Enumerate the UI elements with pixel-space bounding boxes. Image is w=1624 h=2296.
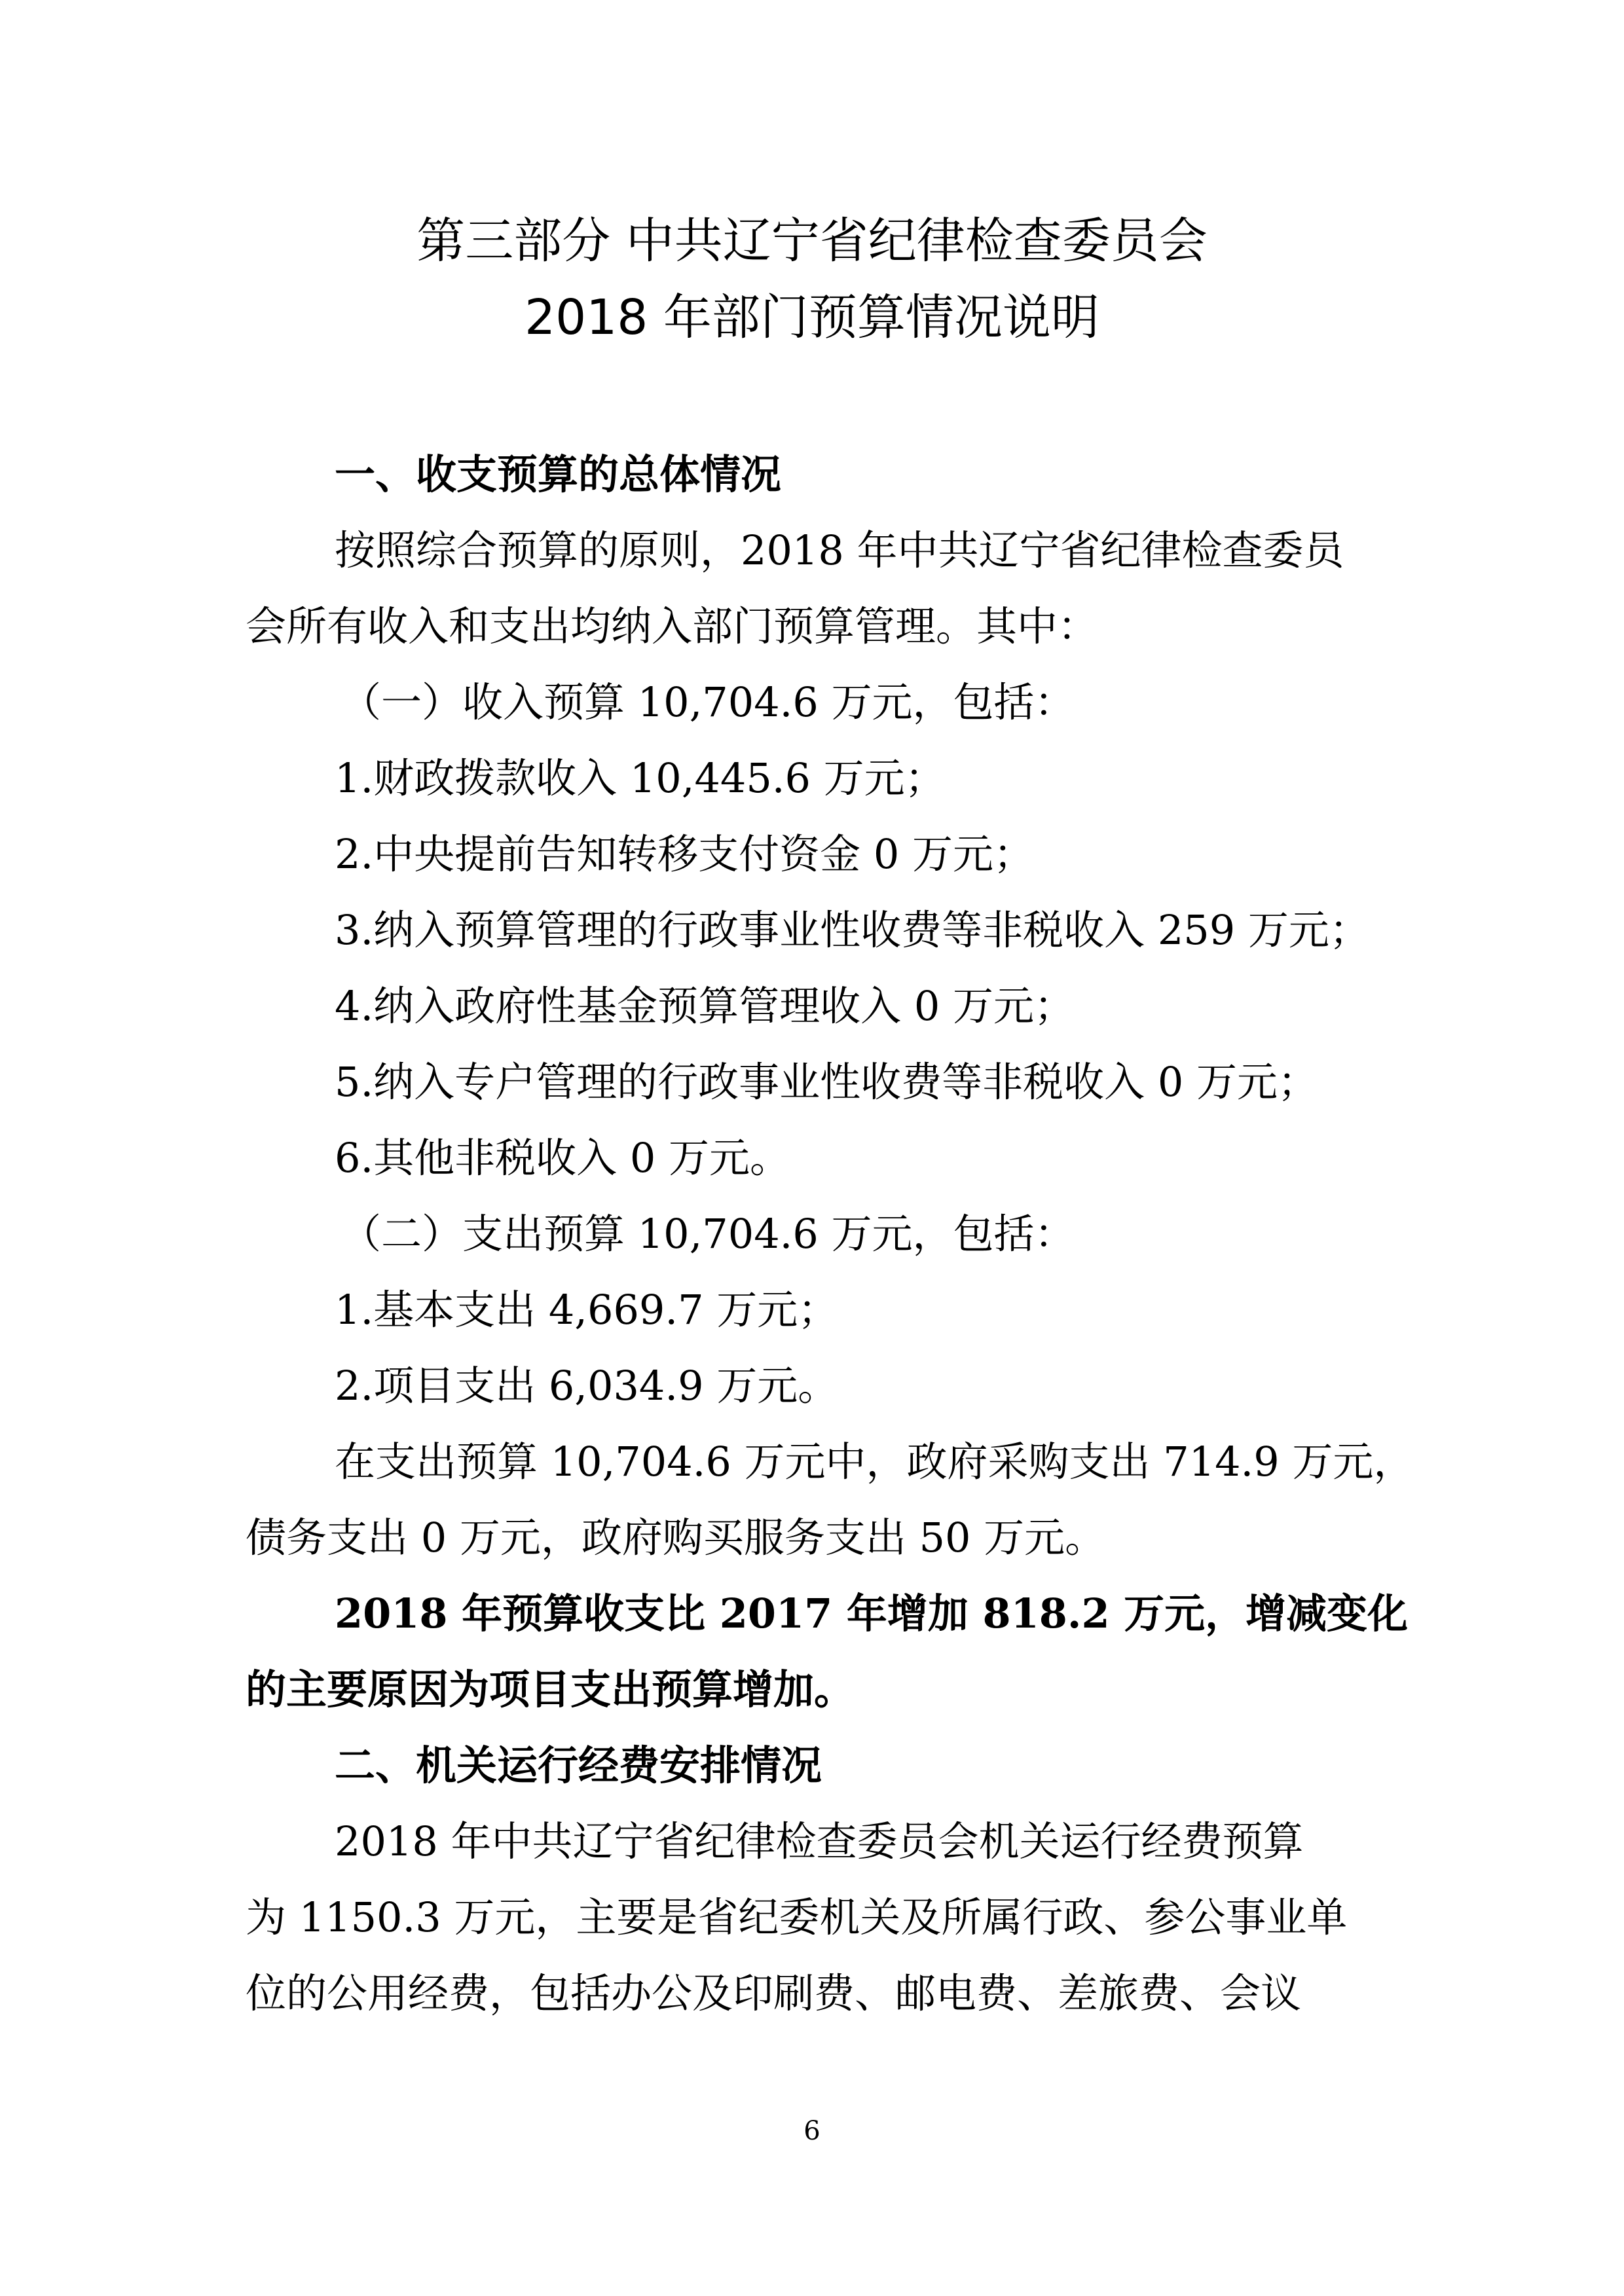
paragraph-line: 在支出预算 10,704.6 万元中，政府采购支出 714.9 万元，: [335, 1438, 1414, 1485]
document-title-line-1: 第三部分 中共辽宁省纪律检查委员会: [416, 213, 1208, 269]
paragraph-line-bold: 的主要原因为项目支出预算增加。: [246, 1666, 855, 1713]
paragraph-line: 位的公用经费，包括办公及印刷费、邮电费、差旅费、会议: [246, 1969, 1302, 2017]
section-2-heading: 二、机关运行经费安排情况: [335, 1741, 822, 1789]
income-item: 2.中央提前告知转移支付资金 0 万元；: [335, 830, 1035, 878]
paragraph-line-bold: 2018 年预算收支比 2017 年增加 818.2 万元，增减变化: [335, 1590, 1409, 1637]
income-item: 3.纳入预算管理的行政事业性收费等非税收入 259 万元；: [335, 906, 1370, 954]
expense-heading: （二）支出预算 10,704.6 万元，包括：: [341, 1210, 1075, 1258]
income-item: 4.纳入政府性基金预算管理收入 0 万元；: [335, 982, 1075, 1030]
paragraph-line: 债务支出 0 万元，政府购买服务支出 50 万元。: [246, 1514, 1106, 1561]
page-number: 6: [803, 2116, 821, 2146]
paragraph-line: 2018 年中共辽宁省纪律检查委员会机关运行经费预算: [335, 1817, 1304, 1865]
income-item: 5.纳入专户管理的行政事业性收费等非税收入 0 万元；: [335, 1058, 1319, 1106]
expense-item: 1.基本支出 4,669.7 万元；: [335, 1286, 839, 1334]
document-title-line-2: 2018 年部门预算情况说明: [525, 289, 1099, 346]
expense-item: 2.项目支出 6,034.9 万元。: [335, 1362, 839, 1410]
income-heading: （一）收入预算 10,704.6 万元，包括：: [341, 678, 1075, 726]
income-item: 6.其他非税收入 0 万元。: [335, 1134, 791, 1182]
paragraph-line: 会所有收入和支出均纳入部门预算管理。其中：: [246, 602, 1099, 650]
section-1-heading: 一、收支预算的总体情况: [335, 450, 782, 498]
paragraph-line: 按照综合预算的原则，2018 年中共辽宁省纪律检查委员: [335, 526, 1344, 574]
income-item: 1.财政拨款收入 10,445.6 万元；: [335, 754, 946, 802]
paragraph-line: 为 1150.3 万元，主要是省纪委机关及所属行政、参公事业单: [246, 1893, 1348, 1941]
